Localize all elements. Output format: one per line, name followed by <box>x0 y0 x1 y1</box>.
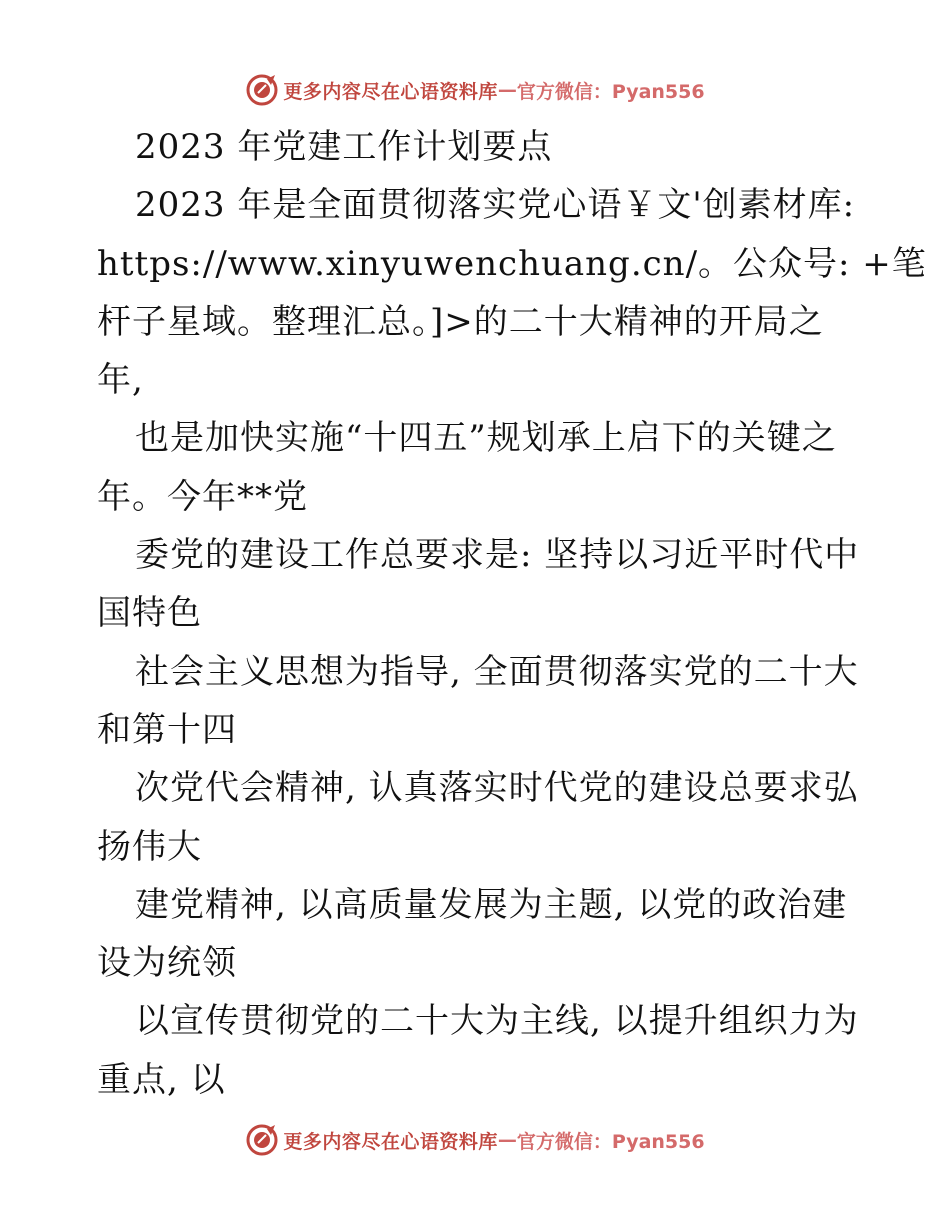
text-line: 社会主义思想为指导, 全面贯彻落实党的二十大 <box>135 651 859 692</box>
quill-logo-icon <box>245 73 279 107</box>
banner-dash: — <box>497 79 517 101</box>
text-line: 建党精神, 以高质量发展为主题, 以党的政治建 <box>135 884 848 925</box>
text-line: 国特色 <box>97 593 202 634</box>
text-line: 设为统领 <box>97 943 237 984</box>
text-line: 次党代会精神, 认真落实时代党的建设总要求弘 <box>135 768 859 809</box>
text-line: 重点, 以 <box>97 1059 226 1100</box>
text-line: 和第十四 <box>97 709 237 750</box>
banner-dash: — <box>497 1129 517 1151</box>
text-line: 扬伟大 <box>97 826 202 867</box>
text-line: 年, <box>97 360 144 401</box>
banner-wechat-id: 官方微信：Pyan556 <box>516 1130 705 1153</box>
document-body <box>97 118 927 1109</box>
quill-logo-icon <box>245 1123 279 1157</box>
header-watermark-banner <box>0 70 950 110</box>
banner-wechat-id: 官方微信：Pyan556 <box>516 80 705 103</box>
text-line: 杆子星域。整理汇总。]>的二十大精神的开局之 <box>97 301 824 342</box>
text-line: 年。今年**党 <box>97 476 308 517</box>
text-line: 2023 年党建工作计划要点 <box>135 127 553 167</box>
footer-watermark-banner <box>0 1120 950 1160</box>
text-line: https://www.xinyuwenchuang.cn/。公众号: +笔 <box>97 243 927 284</box>
text-line: 委党的建设工作总要求是: 坚持以习近平时代中 <box>135 535 860 576</box>
banner-slogan: 更多内容尽在心语资料库 <box>283 80 498 103</box>
banner-slogan: 更多内容尽在心语资料库 <box>283 1130 498 1153</box>
text-line: 以宣传贯彻党的二十大为主线, 以提升组织力为 <box>135 1001 859 1042</box>
text-line: 2023 年是全面贯彻落实党心语￥文'创素材库: <box>135 185 856 226</box>
text-line: 也是加快实施“十四五”规划承上启下的关键之 <box>135 418 837 459</box>
